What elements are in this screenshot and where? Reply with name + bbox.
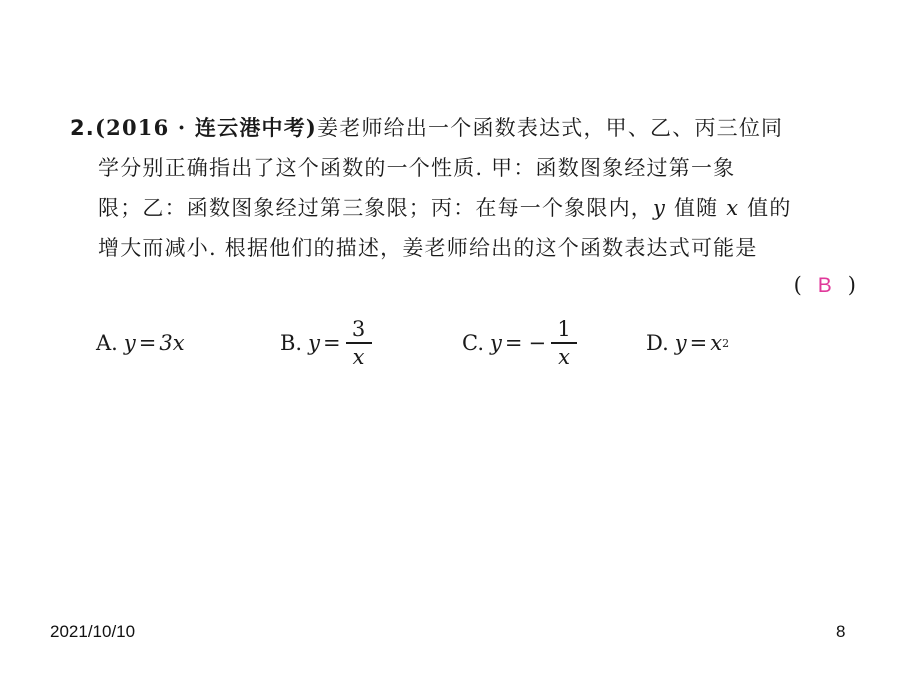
- question-line-4: 增大而减小. 根据他们的描述，姜老师给出的这个函数表达式可能是: [98, 236, 758, 260]
- variable-y: y: [653, 196, 667, 220]
- choice-d-letter: D.: [646, 331, 669, 355]
- question-source: (2016 · 连云港中考): [95, 115, 318, 140]
- question-line-1-text: 姜老师给出一个函数表达式，甲、乙、丙三位同: [317, 116, 784, 140]
- choice-b-lhs: y: [308, 331, 320, 355]
- choice-d: [646, 308, 729, 378]
- choice-c-lhs: y: [490, 331, 502, 355]
- choice-c-denominator: x: [558, 344, 571, 369]
- answer-open-paren: (: [793, 273, 802, 297]
- variable-x: x: [726, 196, 740, 220]
- choice-c-numerator: 1: [557, 317, 571, 342]
- answer-close-paren: ): [847, 273, 856, 297]
- choice-a-rhs: 3x: [159, 331, 185, 355]
- choice-d-equals: =: [689, 331, 708, 355]
- choice-b-fraction: [346, 316, 372, 370]
- choice-b: [280, 308, 372, 378]
- choice-b-denominator: x: [352, 344, 365, 369]
- choice-a: [96, 308, 185, 378]
- question-line-3-part-b: 值随: [666, 196, 727, 220]
- choice-a-lhs: y: [123, 331, 136, 355]
- answer-bracket: [794, 270, 856, 301]
- page-number: 8: [836, 622, 846, 641]
- choice-c-minus-sign: −: [528, 331, 547, 355]
- choice-d-exponent: 2: [722, 336, 730, 350]
- question-text: [70, 108, 840, 268]
- choice-c-letter: C.: [462, 331, 484, 355]
- choice-b-equals: =: [322, 331, 341, 355]
- choice-a-equals: =: [138, 331, 157, 355]
- choice-c-fraction: [551, 316, 577, 370]
- choice-c: [462, 308, 577, 378]
- answer-letter: B: [817, 274, 832, 297]
- choice-d-base: x: [710, 331, 723, 355]
- question-line-2: 学分别正确指出了这个函数的一个性质. 甲：函数图象经过第一象: [98, 156, 736, 180]
- choices: [96, 308, 856, 378]
- footer-date: 2021/10/10: [50, 622, 136, 641]
- choice-c-equals: =: [504, 331, 523, 355]
- choice-b-letter: B.: [280, 331, 303, 355]
- question-number: 2.: [70, 116, 95, 140]
- choice-a-letter: A.: [96, 331, 118, 355]
- choice-b-numerator: 3: [351, 317, 366, 342]
- question-line-3: [70, 188, 840, 228]
- question-line-3-part-a: 限；乙：函数图象经过第三象限；丙：在每一个象限内，: [98, 196, 653, 220]
- question-line-1: [70, 108, 840, 148]
- choice-d-lhs: y: [674, 331, 687, 355]
- question-line-3-part-c: 值的: [739, 196, 792, 220]
